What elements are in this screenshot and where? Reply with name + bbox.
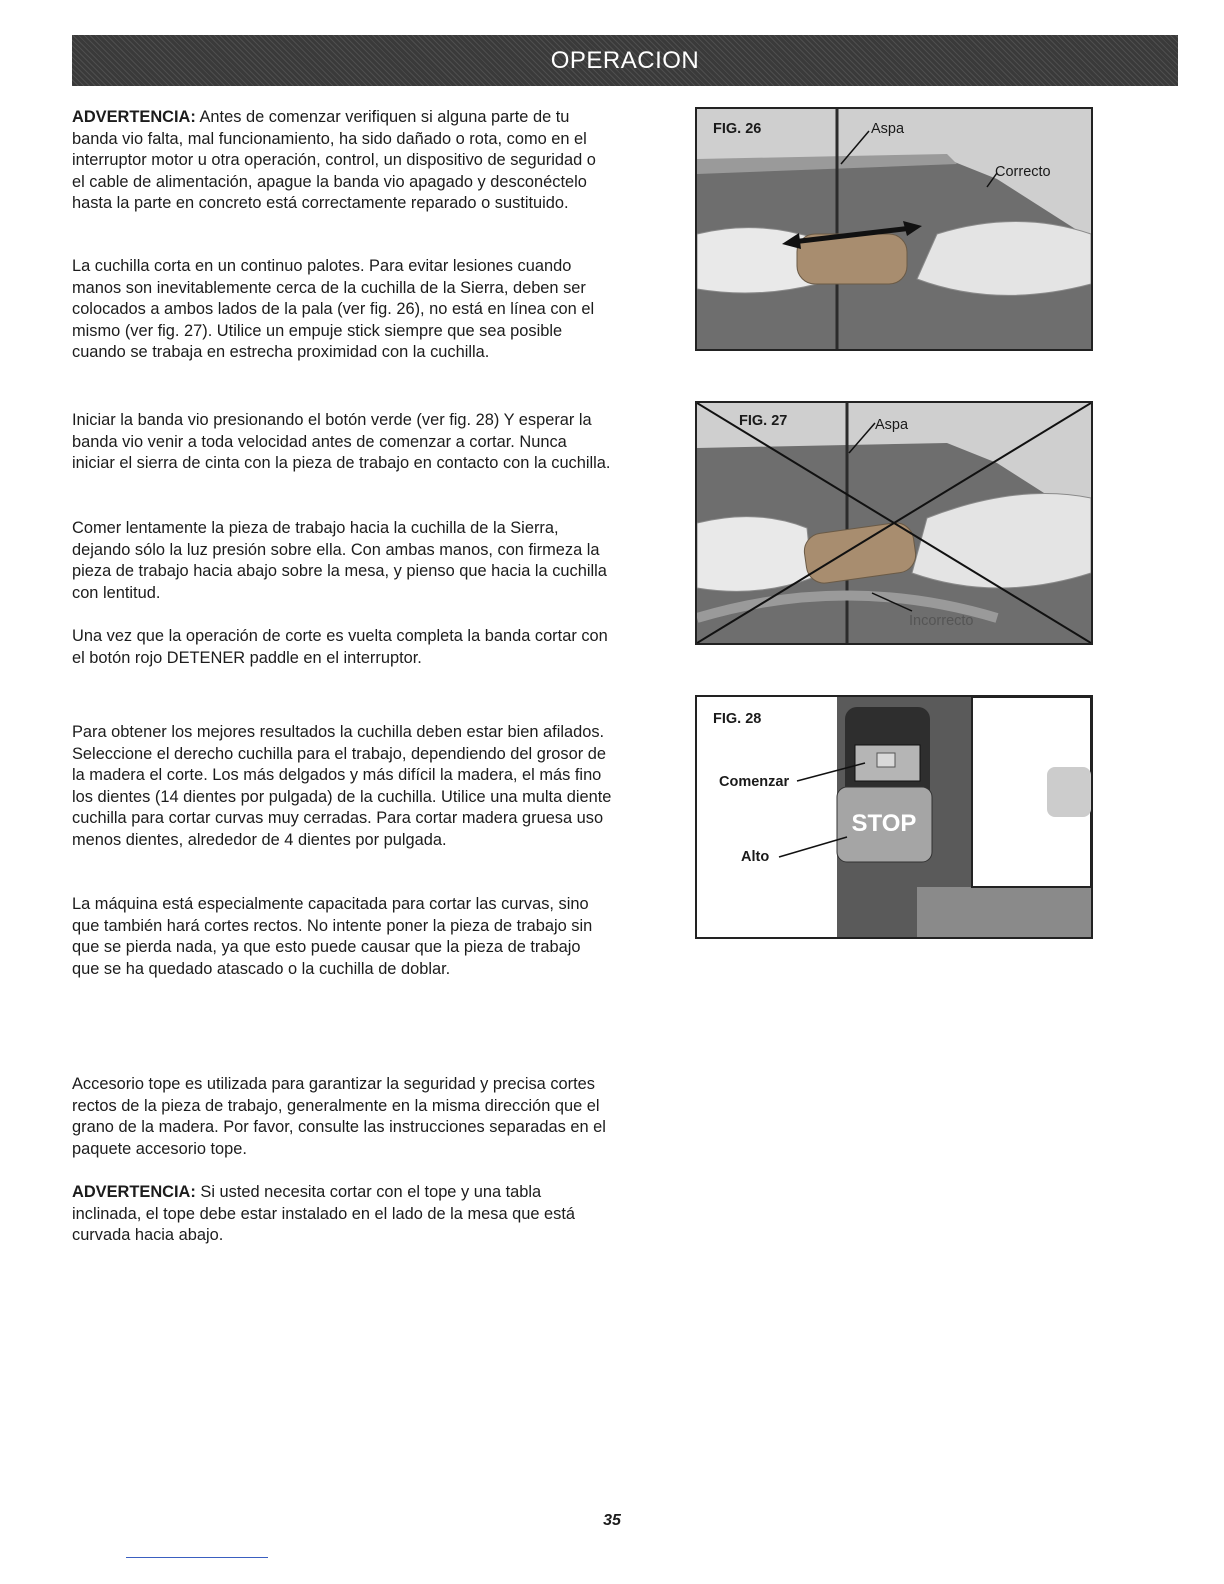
- figure-26: [695, 107, 1093, 351]
- fig28-illustration: [697, 697, 1091, 937]
- fig27-blade-callout: Aspa: [875, 417, 909, 433]
- paragraph-hand-placement: La cuchilla corta en un continuo palotes. Para evitar lesiones cuando manos son inevitablemente cerca de la cuchilla de la Sierra, deben ser colocados a ambos lados de la pala (ver fig. 26), no está en línea con el mismo (ver fig. 27). Utilice un empuje stick siempre que sea posible cuando se trabaja en estrecha proximidad con la cuchilla.: [72, 257, 595, 362]
- warning-paragraph-1: [72, 107, 612, 215]
- fig27-illustration: [697, 403, 1091, 643]
- fig28-start-callout: Comenzar: [719, 774, 790, 790]
- warning-label: ADVERTENCIA:: [72, 1183, 196, 1201]
- warning-label: ADVERTENCIA:: [72, 108, 196, 126]
- section-header-bar: [72, 35, 1178, 86]
- paragraph-fence-accessory: Accesorio tope es utilizada para garantizar la seguridad y precisa cortes rectos de la pieza de trabajo, generalmente en la misma dirección que el grano de la madera. Por favor, consulte las instrucciones separadas en el paquete accesorio tope.: [72, 1075, 606, 1158]
- warning-text: Si usted necesita cortar con el tope y una tabla inclinada, el tope debe estar instalado en el lado de la mesa que está curvada hacia abajo.: [72, 1183, 575, 1245]
- paragraph-blade-selection: Para obtener los mejores resultados la cuchilla deben estar bien afilados. Seleccione el derecho cuchilla para el trabajo, dependiendo del grosor de la madera el corte. Los más delgados y más difícil la madera, el más fino los dientes (14 dientes por pulgada) de la cuchilla. Utilice una multa diente cuchilla para cortar curvas muy cerradas. Para cortar madera gruesa uso menos dientes, alrededor de 4 dientes por pulgada.: [72, 723, 612, 849]
- paragraph-stop-saw: Una vez que la operación de corte es vuelta completa la banda cortar con el botón rojo DETENER paddle en el interruptor.: [72, 627, 608, 667]
- fig26-blade-callout: Aspa: [871, 121, 905, 137]
- figure-28: [695, 695, 1093, 939]
- warning-paragraph-2: [72, 1182, 612, 1247]
- warning-text: Antes de comenzar verifiquen si alguna parte de tu banda vio falta, mal funcionamiento, ha sido dañado o rota, como en el interruptor motor u otra operación, control, un dispositivo de seguridad o el cable de alimentación, apague la banda vio apagado y desconéctelo hasta la parte en concreto está correctamente reparado o sustituido.: [72, 108, 596, 213]
- fig28-stop-callout: Alto: [741, 849, 770, 865]
- fig28-stop-button-text: STOP: [851, 810, 917, 837]
- fig28-label: FIG. 28: [713, 711, 762, 727]
- paragraph-curves: La máquina está especialmente capacitada para cortar las curvas, sino que también hará cortes rectos. No intente poner la pieza de trabajo sin que se pierda nada, ya que esto puede causar que la pieza de trabajo que se ha quedado atascado o la cuchilla de doblar.: [72, 895, 593, 978]
- paragraph-start-saw: Iniciar la banda vio presionando el botón verde (ver fig. 28) Y esperar la banda vio venir a toda velocidad antes de comenzar a cortar. Nunca iniciar el sierra de cinta con la pieza de trabajo en contacto con la cuchilla.: [72, 411, 611, 473]
- page-number: 35: [603, 1512, 621, 1529]
- fig26-illustration: [697, 109, 1091, 349]
- paragraph-feed-workpiece: Comer lentamente la pieza de trabajo hacia la cuchilla de la Sierra, dejando sólo la luz presión sobre ella. Con ambas manos, con firmeza la pieza de trabajo hacia abajo sobre la mesa, y pienso que hacia la cuchilla con lentitud.: [72, 519, 607, 602]
- fig27-status-callout: Incorrecto: [909, 613, 974, 629]
- bottom-rule: [126, 1557, 268, 1558]
- fig26-label: FIG. 26: [713, 121, 762, 137]
- figure-27: [695, 401, 1093, 645]
- fig26-status-callout: Correcto: [995, 164, 1051, 180]
- fig27-label: FIG. 27: [739, 413, 788, 429]
- section-title: OPERACION: [550, 46, 700, 74]
